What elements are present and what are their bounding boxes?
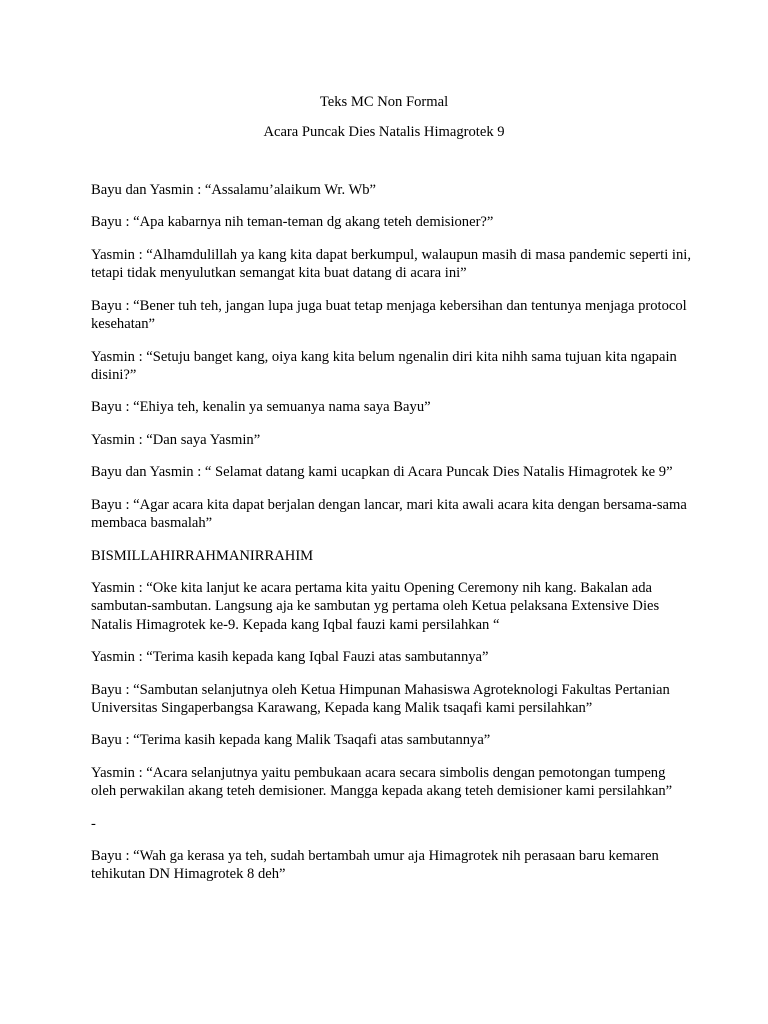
paragraph: Bayu : “Agar acara kita dapat berjalan dengan lancar, mari kita awali acara kita dengan bersama-sama membaca basmalah” [91,496,687,532]
paragraph: Bayu dan Yasmin : “ Selamat datang kami ucapkan di Acara Puncak Dies Natalis Himagrotek ke 9” [91,464,673,481]
paragraph: Bayu : “Ehiya teh, kenalin ya semuanya nama saya Bayu” [91,399,431,416]
paragraph: Yasmin : “Dan saya Yasmin” [91,431,261,448]
document-body [91,181,691,898]
paragraph: - [91,815,96,832]
paragraph: Yasmin : “Setuju banget kang, oiya kang kita belum ngenalin diri kita nihh sama tujuan kita ngapain disini?” [91,348,677,383]
document-subtitle: Acara Puncak Dies Natalis Himagrotek 9 [263,124,505,140]
paragraph: Bayu : “Apa kabarnya nih teman-teman dg akang teteh demisioner?” [91,214,494,231]
paragraph: Bayu : “Terima kasih kepada kang Malik Tsaqafi atas sambutannya” [91,732,491,749]
paragraph: Bayu dan Yasmin : “Assalamu’alaikum Wr. Wb” [91,182,377,198]
paragraph: Yasmin : “Oke kita lanjut ke acara pertama kita yaitu Opening Ceremony nih kang. Bakalan ada sambutan-sambutan. Langsung aja ke sambutan yg pertama oleh Ketua pelaksana Extensive Dies Natalis Himagrotek ke-9. Kepada kang Iqbal fauzi kami persilahkan “ [91,580,660,633]
document-title: Teks MC Non Formal [319,94,449,110]
paragraph: Bayu : “Wah ga kerasa ya teh, sudah bertambah umur aja Himagrotek nih perasaan baru kemaren tehikutan DN Himagrotek 8 deh” [91,848,659,883]
paragraph: Yasmin : “Alhamdulillah ya kang kita dapat berkumpul, walaupun masih di masa pandemic seperti ini, tetapi tidak menyulutkan semangat kita buat datang di acara ini” [91,246,691,282]
paragraph: BISMILLAHIRRAHMANIRRAHIM [91,547,314,564]
paragraph: Bayu : “Bener tuh teh, jangan lupa juga buat tetap menjaga kebersihan dan tentunya menjaga protocol kesehatan” [91,297,687,333]
paragraph: Yasmin : “Terima kasih kepada kang Iqbal Fauzi atas sambutannya” [91,649,489,666]
paragraph: Bayu : “Sambutan selanjutnya oleh Ketua Himpunan Mahasiswa Agroteknologi Fakultas Pertanian Universitas Singaperbangsa Karawang, Kepada kang Malik tsaqafi kami persilahkan” [91,681,670,716]
paragraph: Yasmin : “Acara selanjutnya yaitu pembukaan acara secara simbolis dengan pemotongan tumpeng oleh perwakilan akang teteh demisioner. Mangga kepada akang teteh demisioner kami persilahkan” [91,764,673,800]
